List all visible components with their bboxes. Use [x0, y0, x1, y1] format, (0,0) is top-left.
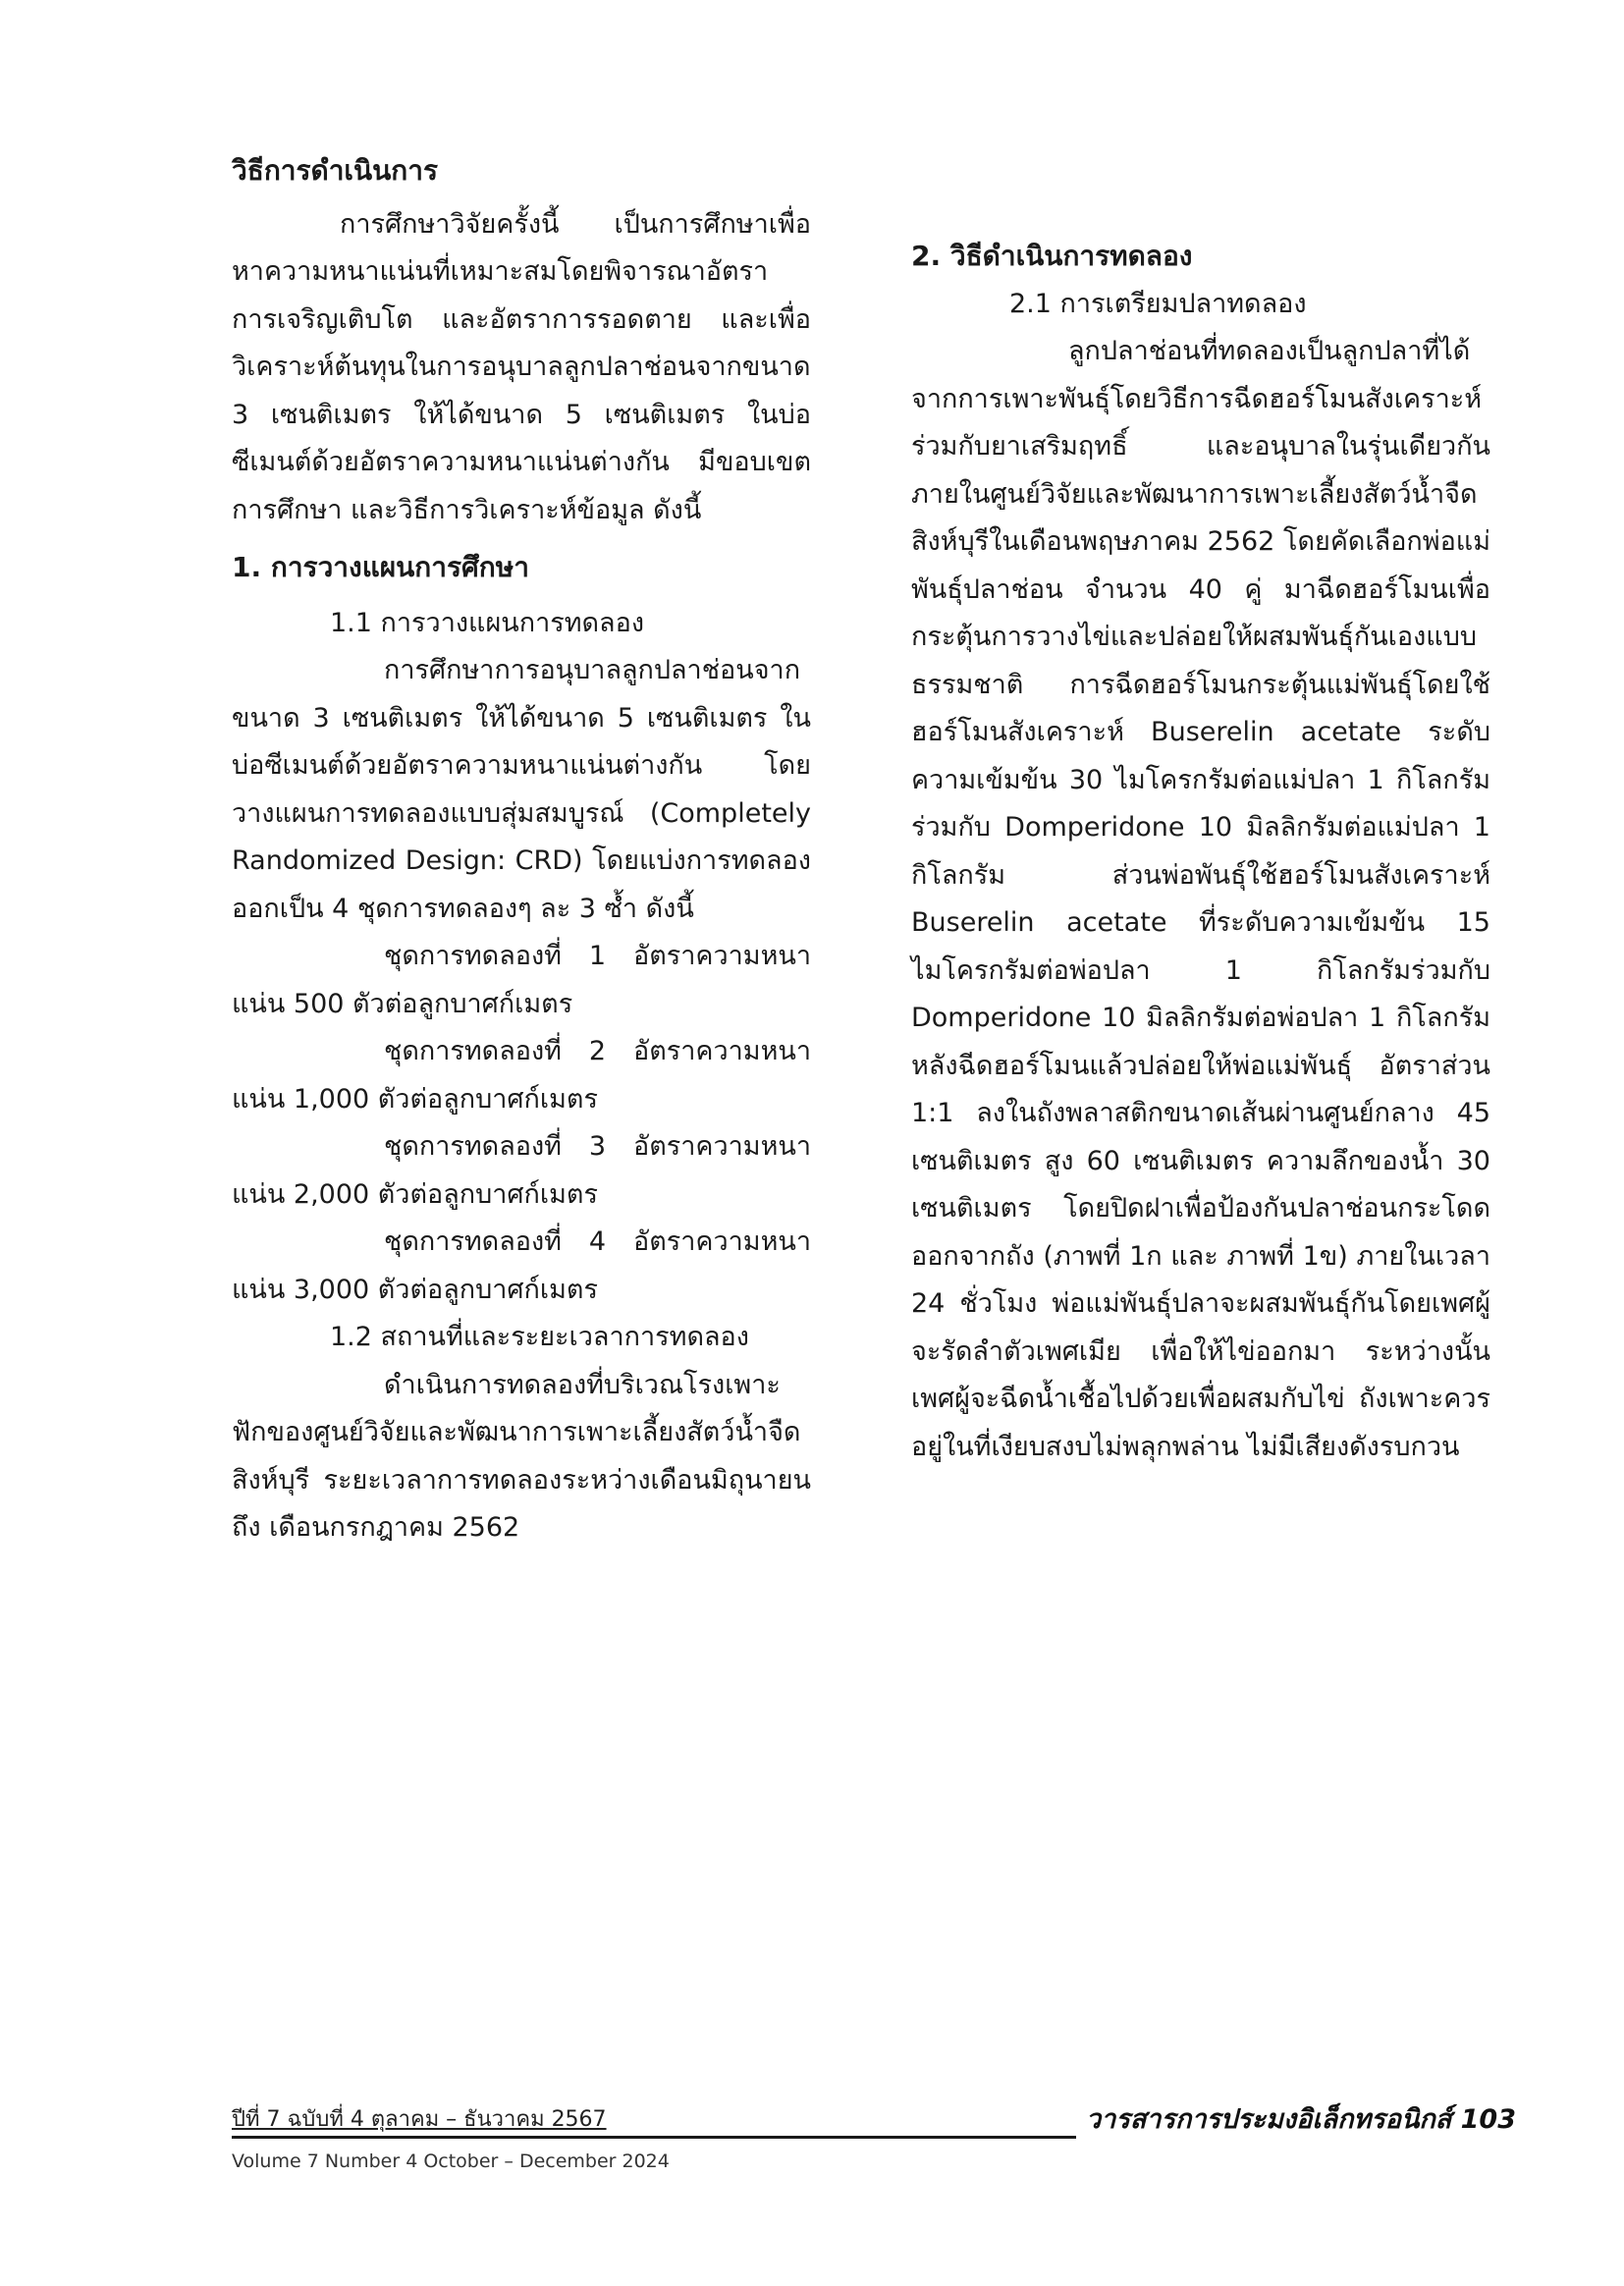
subsection-1-2-heading: 1.2 สถานที่และระยะเวลาการทดลอง	[330, 1322, 749, 1352]
methods-heading: วิธีการดำเนินการ	[232, 154, 438, 187]
footer-issue-thai: ปีที่ 7 ฉบับที่ 4 ตุลาคม – ธันวาคม 2567	[232, 2107, 607, 2132]
section2-heading: 2. วิธีดำเนินการทดลอง	[911, 240, 1193, 272]
right-column	[911, 233, 1490, 1471]
subsection-2-1-heading: 2.1 การเตรียมปลาทดลอง	[1009, 288, 1307, 319]
footer-journal-page: วารสารการประมงอิเล็กทรอนิกส์ 103	[1076, 2097, 1516, 2140]
subsection-1-2-text: ดำเนินการทดลองที่บริเวณโรงเพาะฟักของศูนย์วิจัยและพัฒนาการเพาะเลี้ยงสัตว์น้ำจืดสิงห์บุรี ระยะเวลาการทดลองระหว่างเดือนมิถุนายน ถึง เดือนกรกฎาคม 2562	[232, 1369, 811, 1543]
treatment-2: ชุดการทดลองที่ 2 อัตราความหนาแน่น 1,000 ตัวต่อลูกบาศก์เมตร	[232, 1036, 811, 1115]
treatment-3: ชุดการทดลองที่ 3 อัตราความหนาแน่น 2,000 ตัวต่อลูกบาศก์เมตร	[232, 1131, 811, 1210]
subsection-1-1-text: การศึกษาการอนุบาลลูกปลาช่อนจากขนาด 3 เซนติเมตร ให้ได้ขนาด 5 เซนติเมตร ในบ่อซีเมนต์ด้วยอัตราความหนาแน่นต่างกัน โดยวางแผนการทดลองแบบสุ่มสมบูรณ์ (Completely Randomized Design: CRD) โดยแบ่งการทดลองออกเป็น 4 ชุดการทดลองๆ ละ 3 ซ้ำ ดังนี้	[232, 655, 811, 924]
treatment-4: ชุดการทดลองที่ 4 อัตราความหนาแน่น 3,000 ตัวต่อลูกบาศก์เมตร	[232, 1226, 811, 1305]
intro-paragraph: การศึกษาวิจัยครั้งนี้ เป็นการศึกษาเพื่อหาความหนาแน่นที่เหมาะสมโดยพิจารณาอัตราการเจริญเติบโต และอัตราการรอดตาย และเพื่อวิเคราะห์ต้นทุนในการอนุบาลลูกปลาช่อนจากขนาด 3 เซนติเมตร ให้ได้ขนาด 5 เซนติเมตร ในบ่อซีเมนต์ด้วยอัตราความหนาแน่นต่างกัน มีขอบเขตการศึกษา และวิธีการวิเคราะห์ข้อมูล ดังนี้	[232, 208, 811, 525]
section1-heading: 1. การวางแผนการศึกษา	[232, 551, 529, 583]
treatment-1: ชุดการทดลองที่ 1 อัตราความหนาแน่น 500 ตัวต่อลูกบาศก์เมตร	[232, 941, 811, 1019]
footer-volume-english: Volume 7 Number 4 October – December 2024	[232, 2150, 670, 2172]
subsection-1-1-heading: 1.1 การวางแผนการทดลอง	[330, 607, 645, 638]
subsection-2-1-text: ลูกปลาช่อนที่ทดลองเป็นลูกปลาที่ได้จากการเพาะพันธุ์โดยวิธีการฉีดฮอร์โมนสังเคราะห์ร่วมกับยาเสริมฤทธิ์ และอนุบาลในรุ่นเดียวกันภายในศูนย์วิจัยและพัฒนาการเพาะเลี้ยงสัตว์น้ำจืดสิงห์บุรีในเดือนพฤษภาคม 2562 โดยคัดเลือกพ่อแม่พันธุ์ปลาช่อน จำนวน 40 คู่ มาฉีดฮอร์โมนเพื่อกระตุ้นการวางไข่และปล่อยให้ผสมพันธุ์กันเองแบบธรรมชาติ การฉีดฮอร์โมนกระตุ้นแม่พันธุ์โดยใช้ฮอร์โมนสังเคราะห์ Buserelin acetate ระดับความเข้มข้น 30 ไมโครกรัมต่อแม่ปลา 1 กิโลกรัมร่วมกับ Domperidone 10 มิลลิกรัมต่อแม่ปลา 1 กิโลกรัม ส่วนพ่อพันธุ์ใช้ฮอร์โมนสังเคราะห์ Buserelin acetate ที่ระดับความเข้มข้น 15 ไมโครกรัมต่อพ่อปลา 1 กิโลกรัมร่วมกับ Domperidone 10 มิลลิกรัมต่อพ่อปลา 1 กิโลกรัม หลังฉีดฮอร์โมนแล้วปล่อยให้พ่อแม่พันธุ์ อัตราส่วน 1:1 ลงในถังพลาสติกขนาดเส้นผ่านศูนย์กลาง 45 เซนติเมตร สูง 60 เซนติเมตร ความลึกของน้ำ 30 เซนติเมตร โดยปิดฝาเพื่อป้องกันปลาช่อนกระโดดออกจากถัง (ภาพที่ 1ก และ ภาพที่ 1ข) ภายในเวลา 24 ชั่วโมง พ่อแม่พันธุ์ปลาจะผสมพันธุ์กันโดยเพศผู้จะรัดลำตัวเพศเมีย เพื่อให้ไข่ออกมา ระหว่างนั้นเพศผู้จะฉีดน้ำเชื้อไปด้วยเพื่อผสมกับไข่ ถังเพาะควรอยู่ในที่เงียบสงบไม่พลุกพล่าน ไม่มีเสียงดังรบกวน	[911, 336, 1490, 1462]
left-column	[232, 147, 811, 1552]
